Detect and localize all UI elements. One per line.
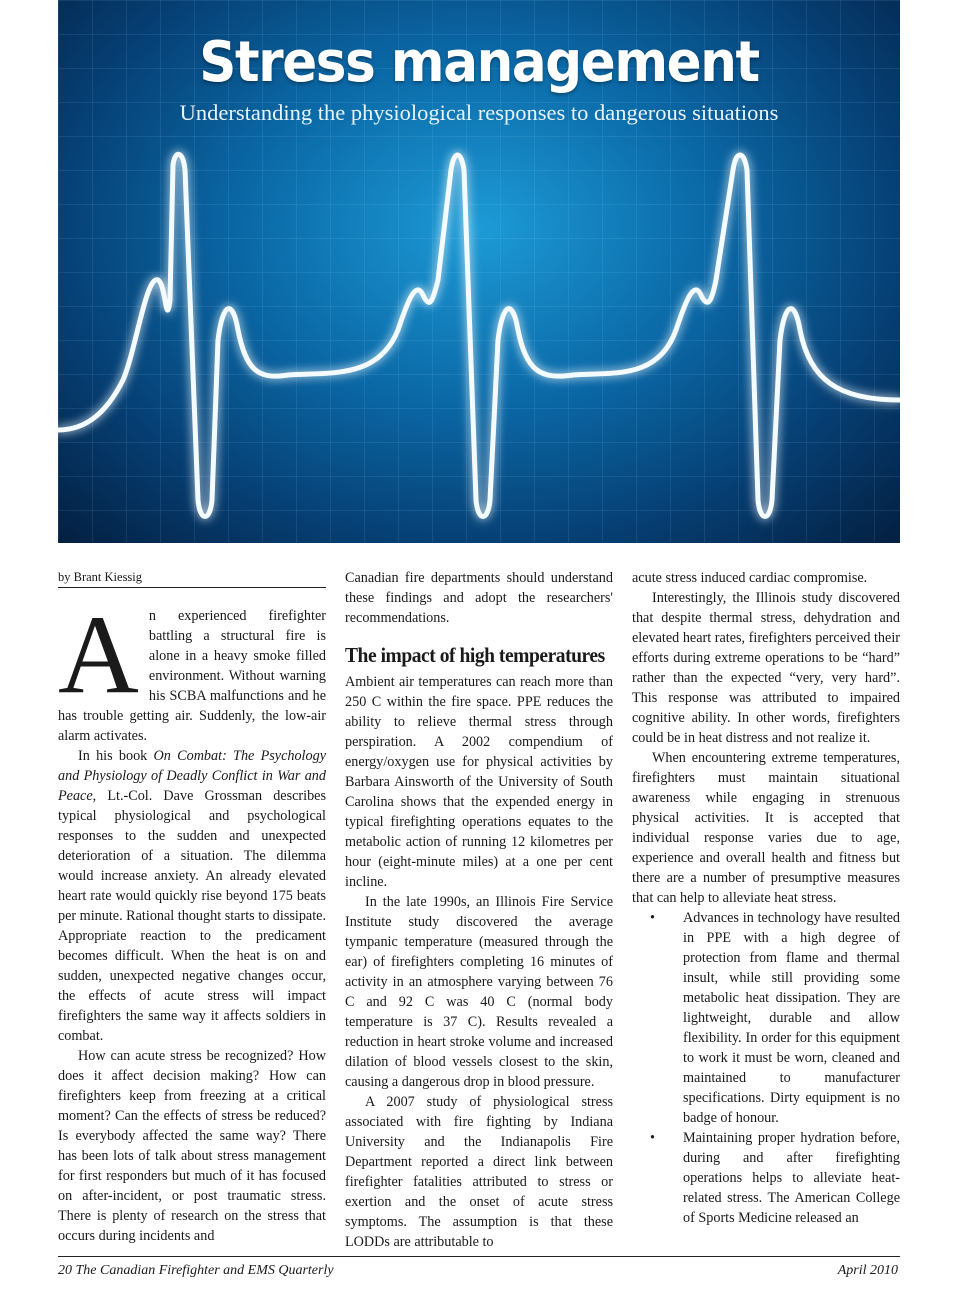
- byline: by Brant Kiessig: [58, 568, 326, 588]
- article-column-3: [632, 568, 900, 1228]
- intro-text: n experienced firefighter battling a structural fire is alone in a heavy smoke filled environment. Without warning his SCBA malfunctions and he has trouble getting air. Suddenly, the low-air alarm activates.: [58, 608, 326, 744]
- intro-paragraph: [58, 593, 326, 746]
- paragraph: How can acute stress be recognized? How does it affect decision making? How can firefighters keep from freezing at a critical moment? Can the effects of stress be reduced? Is everybody affected the same way? There has been lots of talk about stress management for first responders but much of it has focused on after-incident, or post traumatic stress. There is plenty of research on the stress that occurs during incidents and: [58, 1048, 326, 1244]
- paragraph: In the late 1990s, an Illinois Fire Service Institute study discovered the average tympanic temperature (measured through the ear) of firefighters completing 16 minutes of activity in an atmosphere varying between 76 C and 92 C was 40 C (normal body temperature is 37 C). Results revealed a reduction in heart stroke volume and increased dilation of blood vessels closest to the skin, causing a dangerous drop in blood pressure.: [345, 894, 613, 1090]
- paragraph: [58, 746, 326, 1046]
- book-title: On Combat: The Psychology and Physiology of Deadly Conflict in War and Peace: [58, 748, 326, 804]
- list-item-text: Maintaining proper hydration before, during and after firefighting operations helps to alleviate heat-related stress. The American College of Sports Medicine released an: [683, 1130, 900, 1226]
- drop-cap: A: [58, 593, 139, 717]
- list-item-text: Advances in technology have resulted in PPE with a high degree of protection from flame and thermal insult, while still providing some metabolic heat dissipation. They are lightweight, durable and allow flexibility. In order for this equipment to work it must be worn, cleaned and maintained to manufacturer specifications. Dirty equipment is no badge of honour.: [683, 910, 900, 1126]
- page-subtitle: Understanding the physiological responses to dangerous situations: [179, 100, 779, 125]
- footer-date: April 2010: [837, 1263, 898, 1278]
- bullet-icon: •: [650, 910, 655, 926]
- paragraph: acute stress induced cardiac compromise.: [632, 570, 868, 586]
- list-item: [632, 1128, 900, 1228]
- paragraph-text: In his book: [78, 748, 154, 764]
- article-column-1: [58, 568, 326, 1246]
- paragraph-text: , Lt.-Col. Dave Grossman describes typical physiological and psychological responses to the sudden and unexpected deterioration of a situation. The dilemma would increase anxiety. An already elevated heart rate would quickly rise beyond 175 beats per minute. Rational thought starts to dissipate. Appropriate reaction to the predicament becomes difficult. When the heat is on and sudden, unexpected negative changes occur, the effects of acute stress will impact firefighters the same way it affects soldiers in combat.: [58, 788, 326, 1044]
- footer-publication: 20 The Canadian Firefighter and EMS Quarterly: [58, 1263, 334, 1278]
- paragraph: Interestingly, the Illinois study discovered that despite thermal stress, dehydration and elevated heart rates, firefighters perceived their efforts during extreme operations to be “hard” rather than the expected “very, very hard”. This response was attributed to impaired cognitive ability. In other words, firefighters could be in heat distress and not realize it.: [632, 590, 900, 746]
- page-title: Stress management: [199, 30, 759, 95]
- footer-divider: [58, 1256, 900, 1257]
- paragraph: Ambient air temperatures can reach more than 250 C within the fire space. PPE reduces the ability to relieve thermal stress through perspiration. A 2002 compendium of energy/oxygen use for physical activities by Barbara Ainsworth of the University of South Carolina shows that the expended energy in typical firefighting operations equates to the metabolic action of running 12 kilometres per hour (eight-minute miles) at a one per cent incline.: [345, 674, 613, 890]
- paragraph: A 2007 study of physiological stress associated with fire fighting by Indiana University and the Indianapolis Fire Department reported a direct link between firefighter fatalities attributed to stress or exertion and the onset of acute stress symptoms. The assumption is that these LODDs are attributable to: [345, 1094, 613, 1250]
- bullet-icon: •: [650, 1130, 655, 1146]
- article-column-2: [345, 568, 613, 1252]
- paragraph: Canadian fire departments should understand these findings and adopt the researchers' recommendations.: [345, 570, 613, 626]
- hero-image: [58, 0, 900, 543]
- section-heading: The impact of high temperatures: [345, 643, 605, 667]
- paragraph: When encountering extreme temperatures, firefighters must maintain situational awareness while engaging in strenuous physical activities. It is accepted that individual response varies due to age, experience and overall health and fitness but there are a number of presumptive measures that can help to alleviate heat stress.: [632, 750, 900, 906]
- list-item: [632, 908, 900, 1128]
- bullet-list: [632, 908, 900, 1228]
